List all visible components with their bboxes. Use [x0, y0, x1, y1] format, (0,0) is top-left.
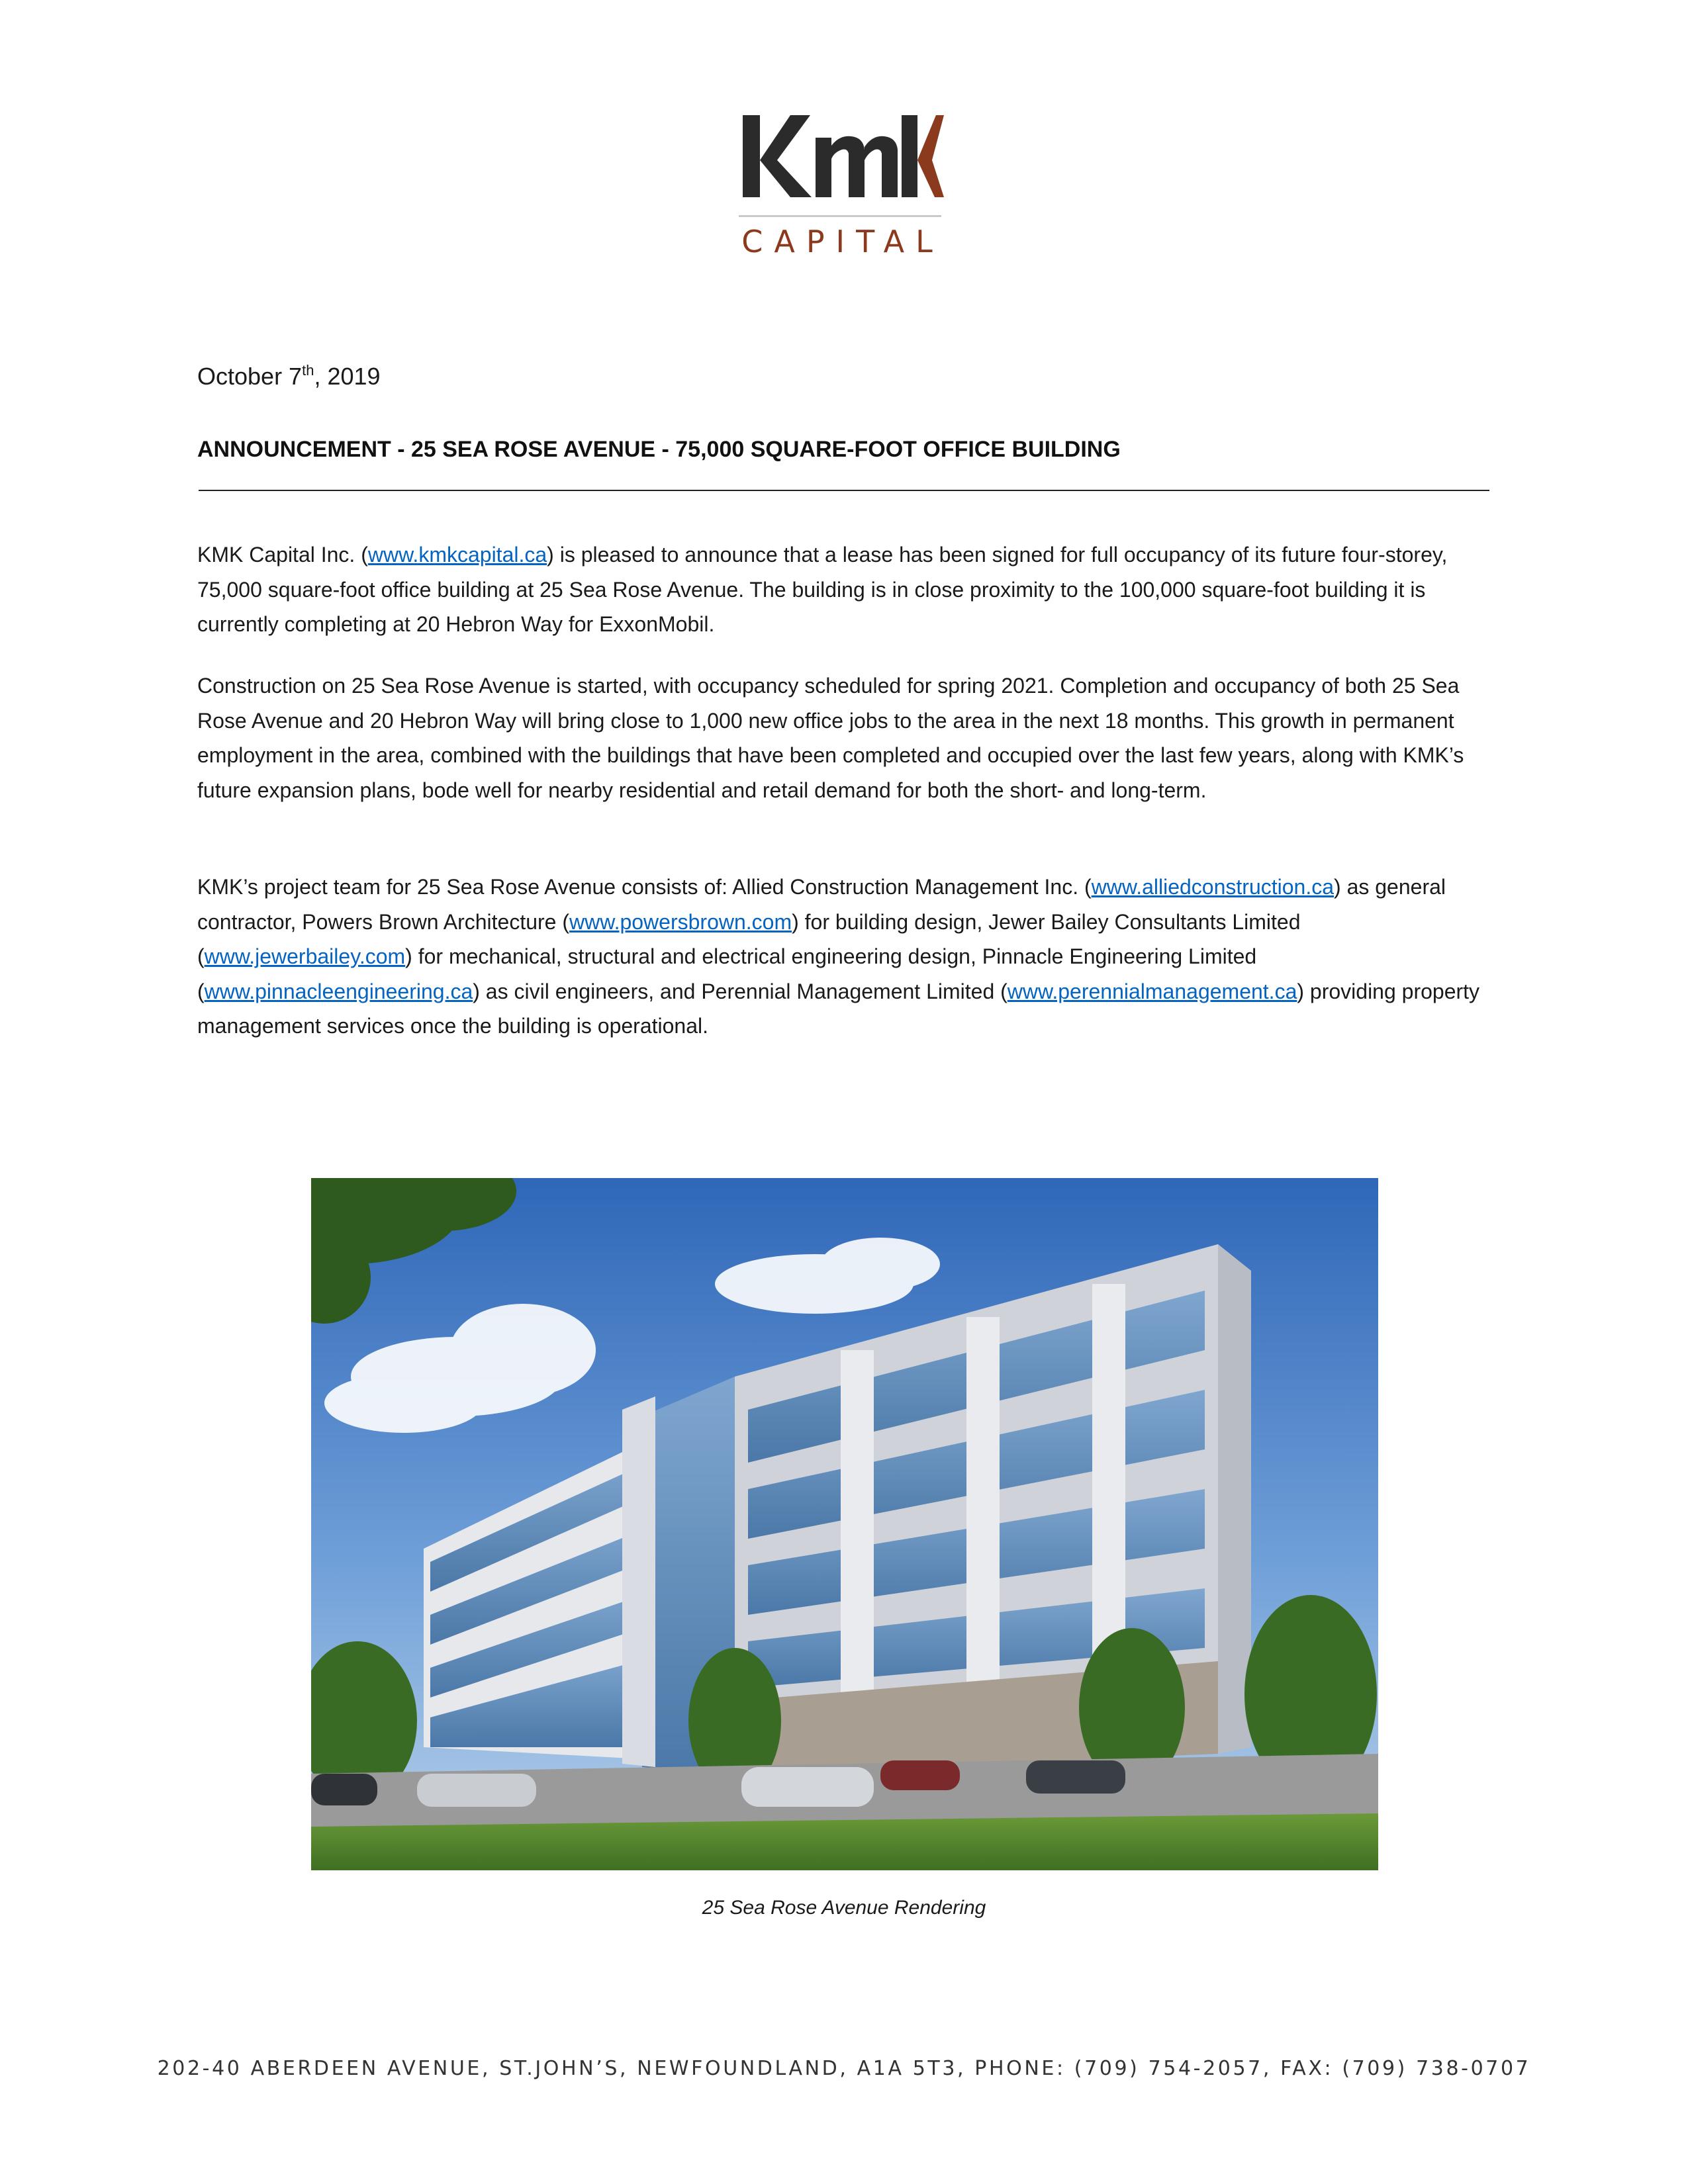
powersbrown-link[interactable]: www.powersbrown.com: [569, 909, 792, 934]
letter-date: [197, 363, 381, 390]
paragraph-text: KMK Capital Inc. (: [197, 543, 368, 567]
logo-subtitle: CAPITAL: [741, 224, 944, 259]
paragraph-text: ) is pleased to announce that a lease has been signed for full occupancy of its future four-storey, 75,000 square-foot office building at 25 Sea Rose Avenue. The building is in close proximity to the 100,000 square-foot building it is currently completing at 20 Hebron Way for ExxonMobil.: [197, 543, 1448, 636]
paragraph-text: ) for mechanical, structural and electrical engineering design, Pinnacle Engineering Limited (: [197, 944, 1257, 1003]
paragraph-text: ) as civil engineers, and Perennial Management Limited (: [473, 979, 1008, 1003]
paragraph-text: ) for building design, Jewer Bailey Consultants Limited (: [197, 909, 1301, 968]
building-rendering-image: [311, 1178, 1378, 1870]
paragraph-lease-announcement: [197, 537, 1495, 642]
pinnacleengineering-link[interactable]: www.pinnacleengineering.ca: [204, 979, 473, 1003]
paragraph-text: ) as general contractor, Powers Brown Architecture (: [197, 875, 1446, 934]
announcement-heading: ANNOUNCEMENT - 25 SEA ROSE AVENUE - 75,000 SQUARE-FOOT OFFICE BUILDING: [197, 437, 1121, 462]
date-ordinal-suffix: th: [302, 362, 314, 379]
paragraph-text: ) providing property management services once the building is operational.: [197, 979, 1480, 1038]
paragraph-construction: Construction on 25 Sea Rose Avenue is started, with occupancy scheduled for spring 2021. Completion and occupancy of both 25 Sea Rose Avenue and 20 Hebron Way will bring close to 1,000 new office jobs to the area in the next 18 months. This growth in permanent employment in the area, combined with the buildings that have been completed and occupied over the last few years, along with KMK’s future expansion plans, bode well for nearby residential and retail demand for both the short- and long-term.: [197, 674, 1464, 802]
image-caption: 25 Sea Rose Avenue Rendering: [702, 1897, 986, 1919]
footer-address: 202-40 ABERDEEN AVENUE, ST.JOHN’S, NEWFOUNDLAND, A1A 5T3, PHONE: (709) 754-2057, FAX: (709) 738-0707: [157, 2057, 1531, 2080]
alliedconstruction-link[interactable]: www.alliedconstruction.ca: [1091, 875, 1335, 899]
heading-divider: [199, 490, 1489, 491]
company-logo: [733, 106, 945, 258]
date-year: , 2019: [314, 363, 381, 390]
kmk-logo-mark: [733, 106, 945, 205]
jewerbailey-link[interactable]: www.jewerbailey.com: [204, 944, 406, 968]
date-month-day: October 7: [197, 363, 303, 390]
paragraph-project-team: [197, 870, 1495, 1044]
perennialmanagement-link[interactable]: www.perennialmanagement.ca: [1007, 979, 1297, 1003]
building-rendering-illustration: [311, 1178, 1378, 1870]
kmkcapital-link[interactable]: www.kmkcapital.ca: [367, 543, 547, 567]
paragraph-text: KMK’s project team for 25 Sea Rose Avenue consists of: Allied Construction Management Inc. (: [197, 875, 1092, 899]
logo-divider: [739, 215, 941, 217]
